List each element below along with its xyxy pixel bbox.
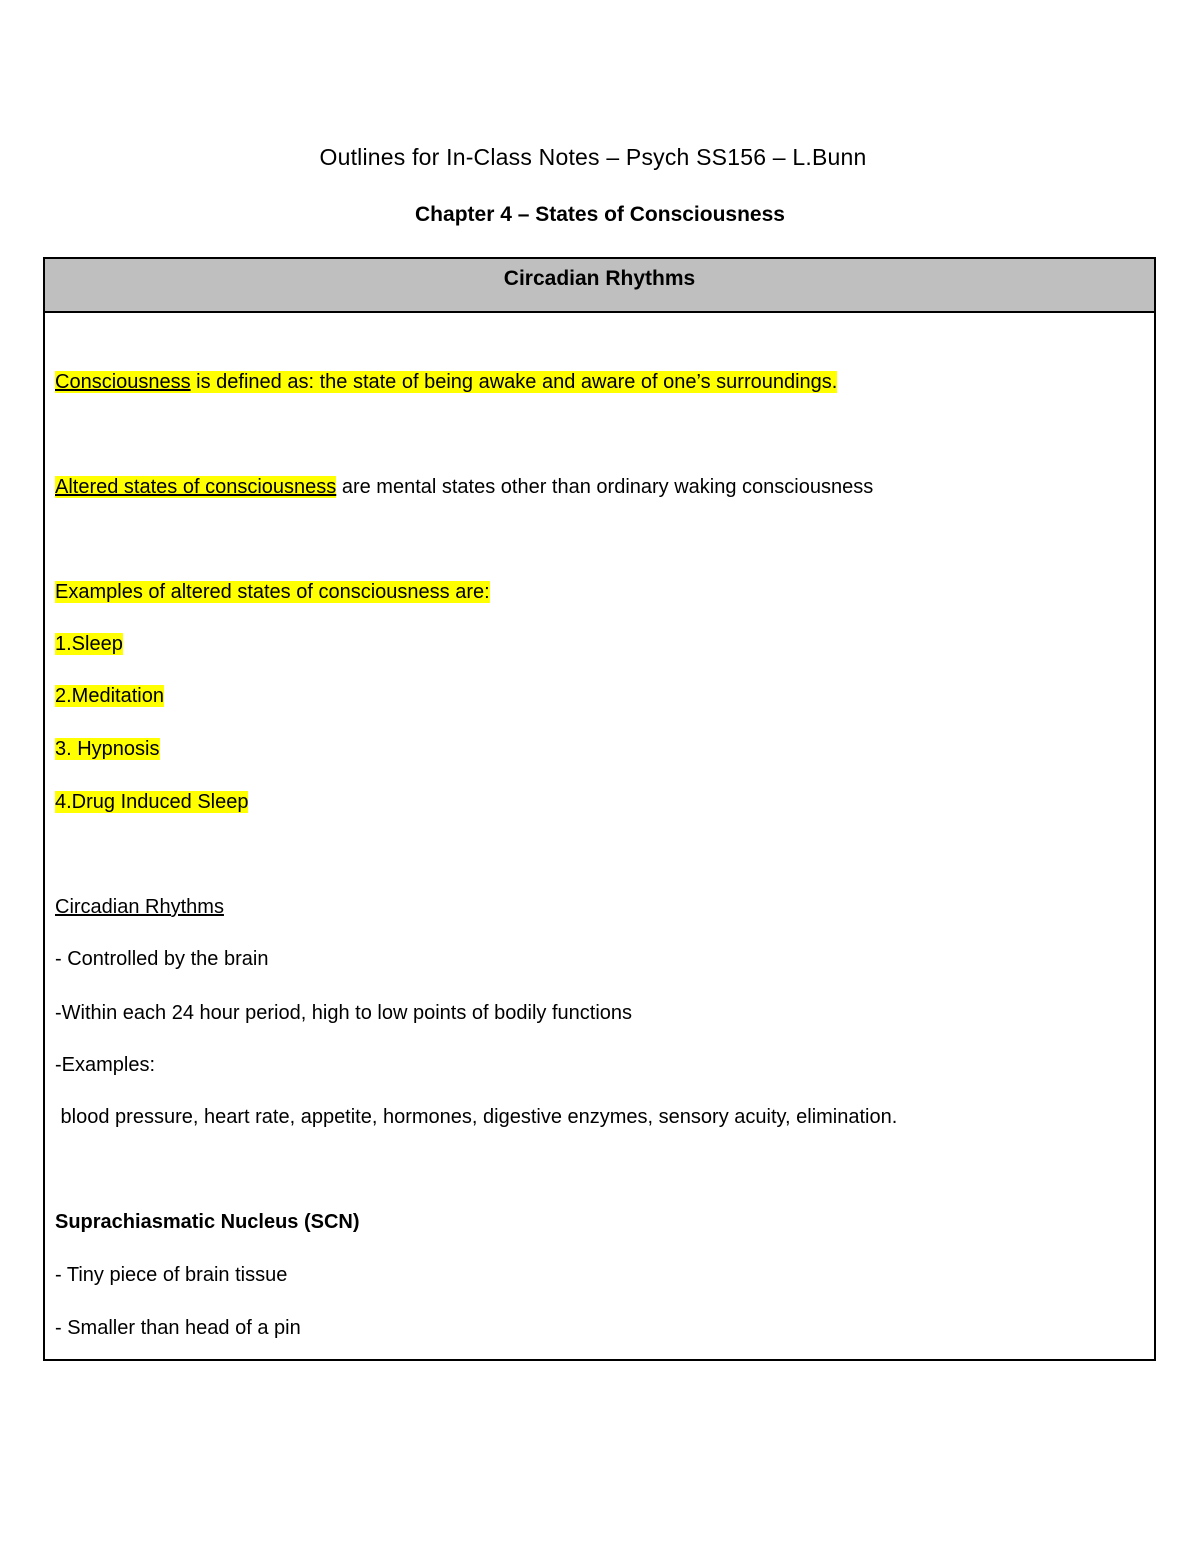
circadian-point: -Within each 24 hour period, high to low points of bodily functions [55, 1002, 633, 1024]
consciousness-definition [55, 369, 837, 395]
consciousness-term: Consciousness [55, 371, 191, 393]
example-item-meditation: 2.Meditation [55, 685, 164, 707]
circadian-point: -Examples: [55, 1054, 156, 1076]
examples-heading: Examples of altered states of consciousness are: [55, 581, 490, 603]
consciousness-def-text: is defined as: the state of being awake and aware of one’s surroundings. [190, 371, 838, 393]
example-item-drug-induced-sleep: 4.Drug Induced Sleep [55, 791, 249, 813]
section-header: Circadian Rhythms [45, 259, 1154, 313]
scn-point: - Smaller than head of a pin [55, 1317, 301, 1339]
circadian-point: - Controlled by the brain [55, 948, 269, 970]
document-title: Outlines for In-Class Notes – Psych SS156 – L.Bunn [319, 144, 867, 170]
scn-heading: Suprachiasmatic Nucleus (SCN) [55, 1211, 360, 1233]
altered-states-definition [55, 474, 873, 500]
chapter-title: Chapter 4 – States of Consciousness [415, 203, 785, 226]
outline-box [43, 257, 1156, 1361]
circadian-heading: Circadian Rhythms [55, 896, 224, 918]
circadian-point: blood pressure, heart rate, appetite, hormones, digestive enzymes, sensory acuity, elimination. [55, 1106, 898, 1128]
scn-point: - Tiny piece of brain tissue [55, 1264, 288, 1286]
example-item-hypnosis: 3. Hypnosis [55, 738, 160, 760]
altered-states-def-text: are mental states other than ordinary waking consciousness [336, 476, 874, 498]
example-item-sleep: 1.Sleep [55, 633, 123, 655]
altered-states-term: Altered states of consciousness [55, 476, 337, 498]
